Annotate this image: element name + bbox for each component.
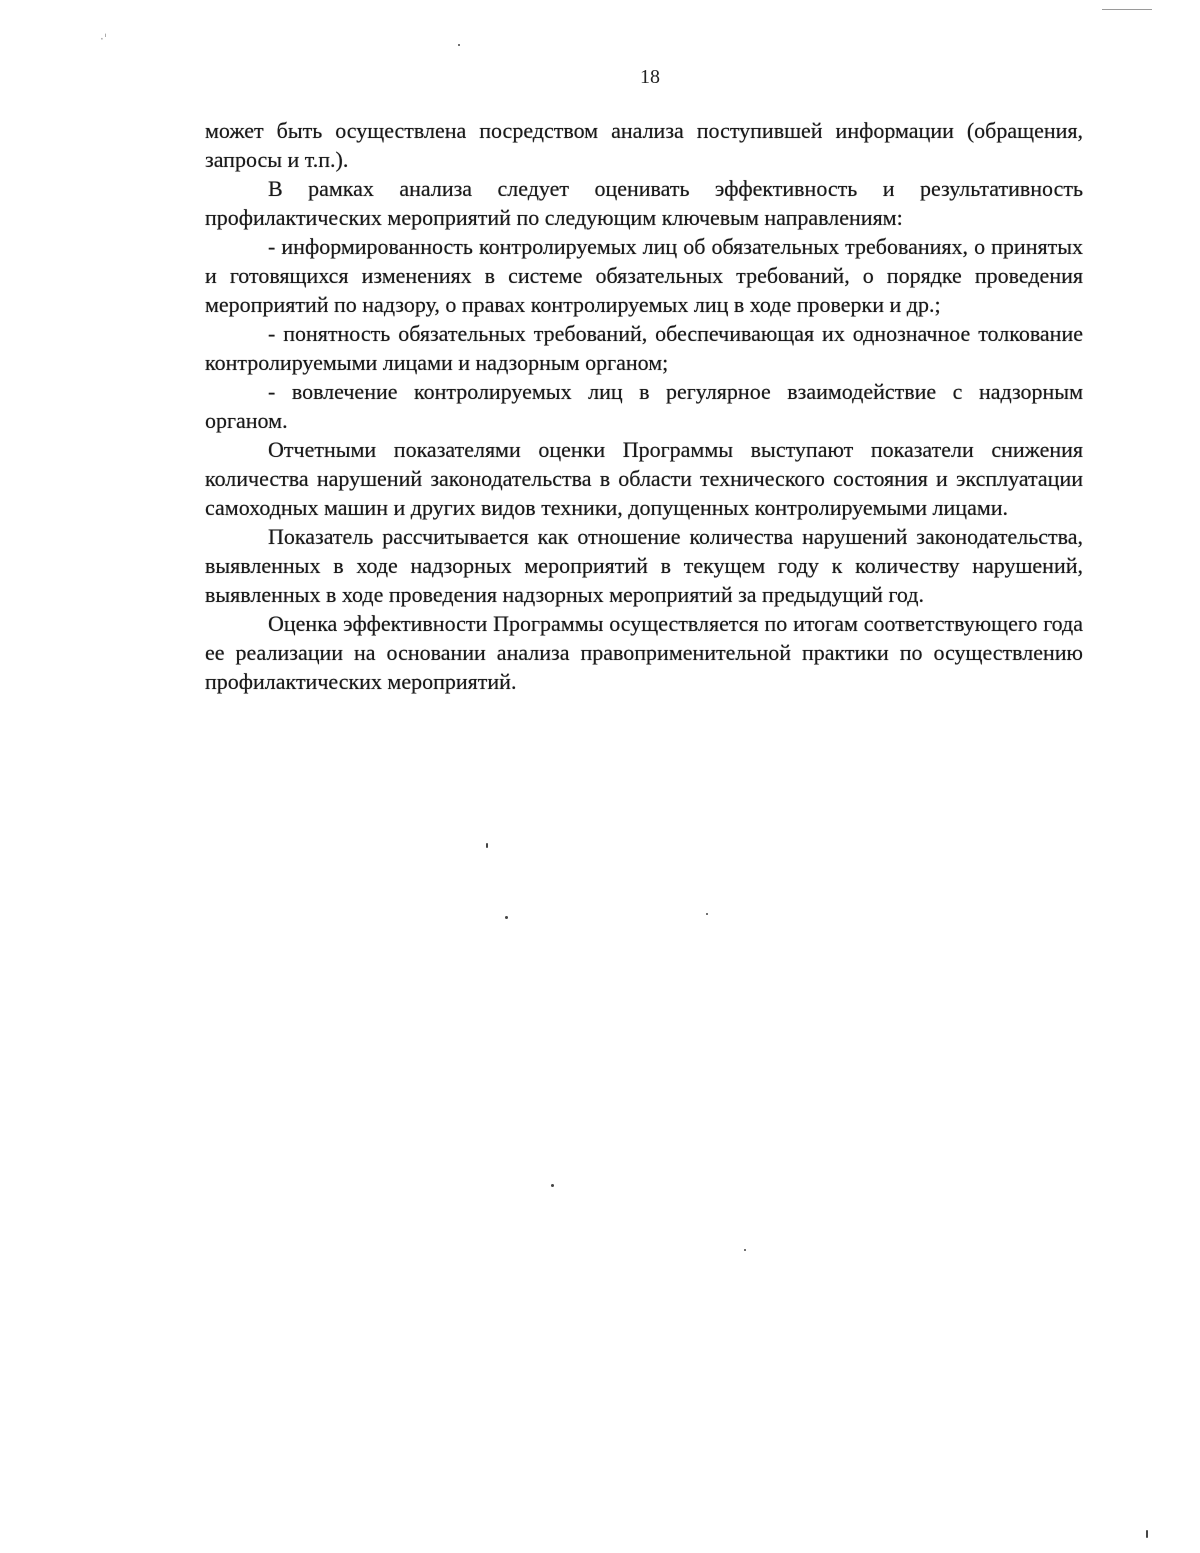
paragraph-indicator-calculation: Показатель рассчитывается как отношение количества нарушений законодательства, выявленных в ходе надзорных мероприятий в текущем году к количеству нарушений, выявленных в ходе проведения надзорных мероприятий за предыдущий год. [205,524,1083,607]
list-item-clarity: - понятность обязательных требований, обеспечивающая их однозначное толкование контролируемыми лицами и надзорным органом; [205,321,1083,375]
paragraph-reporting-indicators: Отчетными показателями оценки Программы выступают показатели снижения количества нарушений законодательства в области технического состояния и эксплуатации самоходных машин и других видов техники, допущенных контролируемыми лицами. [205,437,1083,520]
scan-speck [458,44,460,46]
document-body [205,116,1083,696]
scan-speck [1146,1530,1148,1538]
scan-speck [744,1249,746,1251]
paragraph-continuation: может быть осуществлена посредством анализа поступившей информации (обращения, запросы и т.п.). [205,118,1083,172]
scan-speck [551,1184,554,1187]
scan-edge-line [1102,9,1152,10]
scan-speck [486,843,488,848]
paragraph-effectiveness-assessment: Оценка эффективности Программы осуществляется по итогам соответствующего года ее реализации на основании анализа правоприменительной практики по осуществлению профилактических мероприятий. [205,611,1083,694]
scan-speck [706,913,708,915]
scan-artifact-icon: ·ˈ [100,32,108,46]
page-number: 18 [640,66,660,88]
scan-speck [505,916,508,919]
paragraph-analysis-intro: В рамках анализа следует оценивать эффективность и результативность профилактических мероприятий по следующим ключевым направлениям: [205,176,1083,230]
list-item-awareness: - информированность контролируемых лиц об обязательных требованиях, о принятых и готовящихся изменениях в системе обязательных требований, о порядке проведения мероприятий по надзору, о правах контролируемых лиц в ходе проверки и др.; [205,234,1083,317]
list-item-involvement: - вовлечение контролируемых лиц в регулярное взаимодействие с надзорным органом. [205,379,1083,433]
